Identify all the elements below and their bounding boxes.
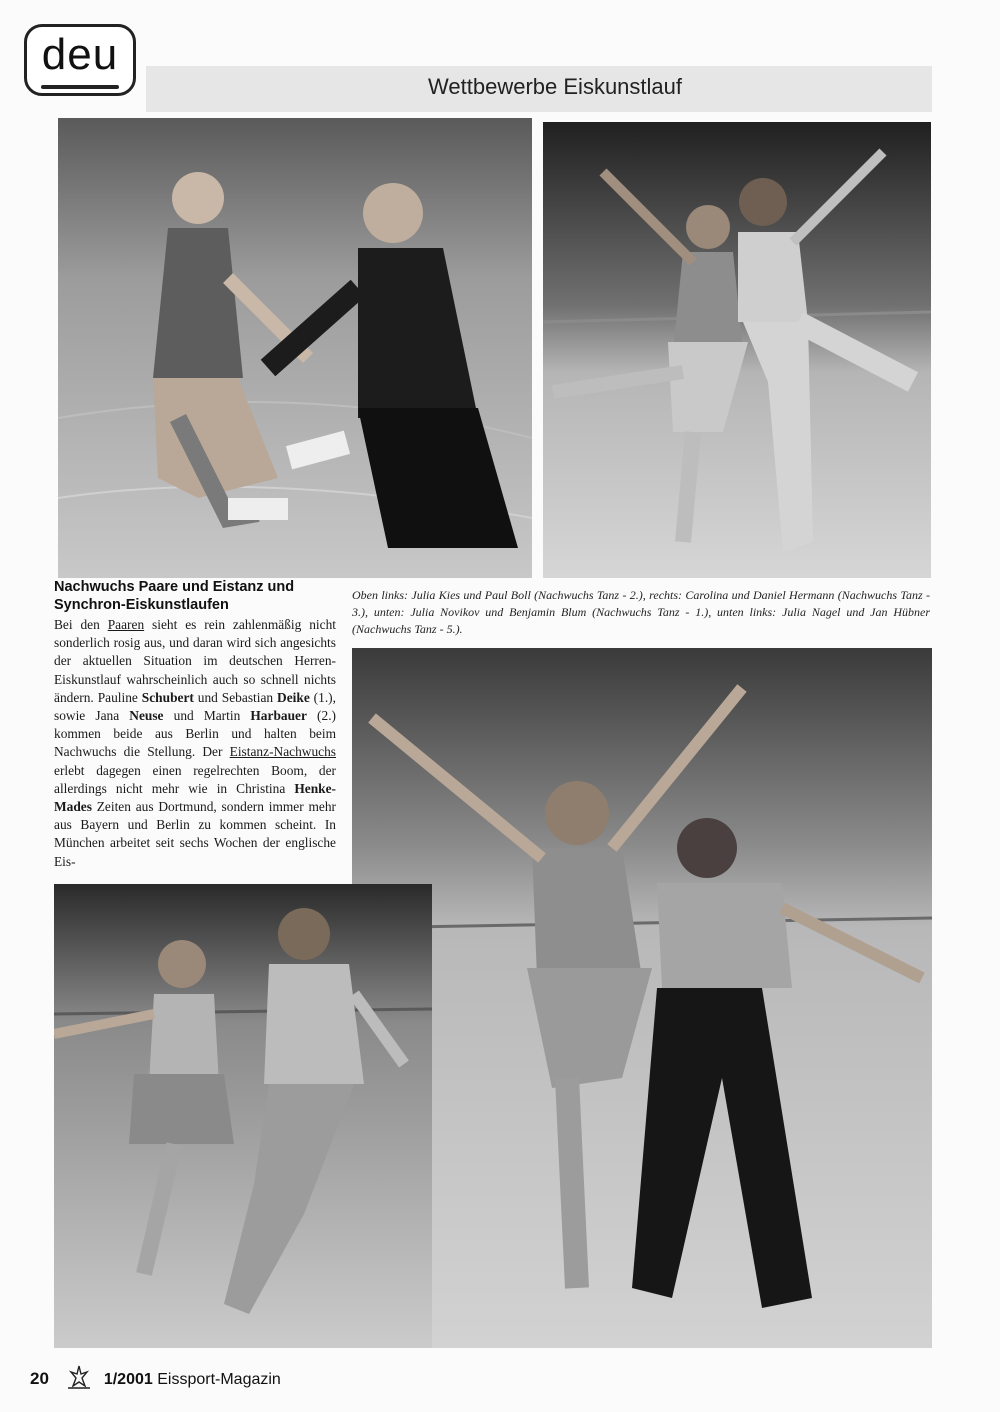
skater-name: Neuse	[129, 708, 164, 724]
magazine-name: Eissport-Magazin	[157, 1371, 281, 1388]
photo-top-right	[543, 122, 931, 578]
skater-name: Deike	[277, 689, 310, 705]
skater-emblem-icon	[65, 1364, 93, 1390]
photo-bottom-left	[54, 884, 432, 1348]
header-bar	[146, 66, 932, 112]
article-text: Bei den	[54, 617, 108, 632]
photo-top-left	[58, 118, 532, 578]
article-text: erlebt dagegen einen regelrechten Boom, der allerdings nicht mehr wie in Christina	[54, 762, 336, 796]
page-number: 20	[30, 1369, 49, 1388]
skater-name: Schubert	[141, 689, 194, 705]
article-text: und Martin	[163, 708, 251, 724]
photo-caption: Oben links: Julia Kies und Paul Boll (Nachwuchs Tanz - 2.), rechts: Carolina und Daniel Hermann (Nachwuchs Tanz - 3.), unten: Julia Novikov und Benjamin Blum (Nachwuchs Tanz - 1.), unten links: Julia Nagel und Jan Hübner (Nachwuchs Tanz - 5.).	[352, 588, 930, 636]
coach-name: Henke-Mades	[54, 780, 336, 815]
article-underlined-term: Eistanz-Nachwuchs	[229, 744, 336, 760]
skater-name: Harbauer	[250, 708, 307, 724]
article-underlined-term: Paaren	[107, 617, 145, 632]
photo-bottom-right	[352, 648, 932, 1348]
article-text: (2.) kommen beide aus Berlin und halten beim Nachwuchs die Stellung. Der	[54, 708, 337, 760]
page-footer	[30, 1364, 281, 1390]
page-title: Wettbewerbe Eiskunstlauf	[428, 74, 682, 99]
article-body	[54, 616, 336, 871]
logo-underline	[41, 85, 119, 89]
article-text: (1.), sowie Jana	[54, 689, 336, 724]
article-text: sieht es rein zahlenmäßig nicht sonderlich rosig aus, und daran wird sich angesichts der aktuellen Situation im deutschen Herren-Eiskunstlauf wahrscheinlich auch so schnell nichts ändern. Pauline	[54, 617, 336, 705]
logo-text: deu	[41, 30, 119, 79]
article-text: Zeiten aus Dortmund, sondern immer mehr aus Bayern und Berlin zu kommen scheint. In München arbeitet seit sechs Wochen der englische Eis-	[54, 799, 336, 869]
deu-logo	[24, 24, 136, 96]
issue-number: 1/2001	[103, 1371, 153, 1388]
article-text: und Sebastian	[193, 689, 278, 705]
article-heading: Nachwuchs Paare und Eistanz und Synchron-Eiskunstlaufen	[54, 579, 295, 613]
